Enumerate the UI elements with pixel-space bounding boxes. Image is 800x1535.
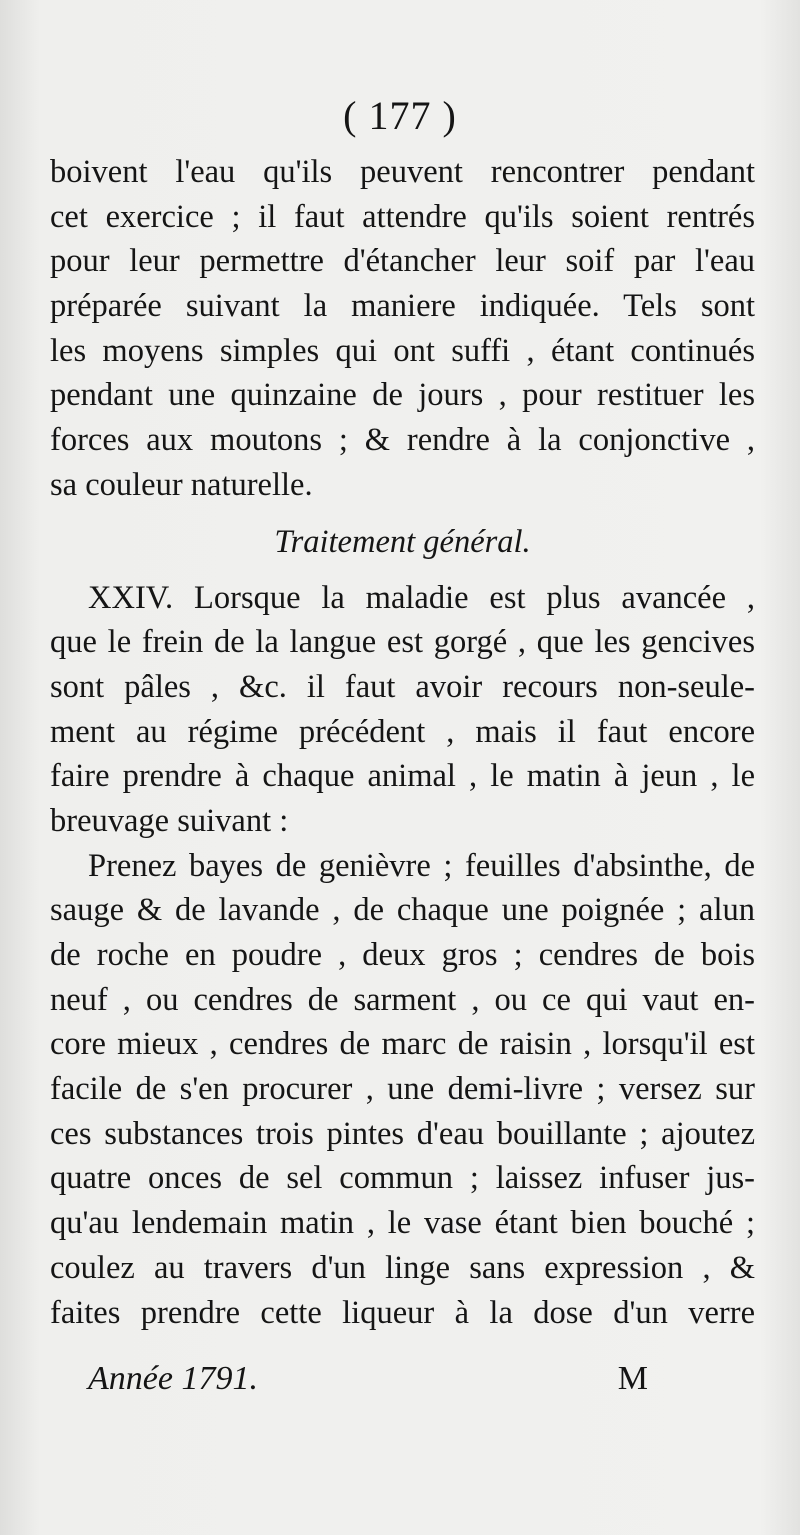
section-heading: Traitement général. [274,523,531,560]
text-line: boivent l'eau qu'ils peuvent rencontrer pendant [50,154,755,190]
text-line: XXIV. Lorsque la maladie est plus avancée , [88,579,755,616]
text-line: pour leur permettre d'étancher leur soif par l'eau [50,243,755,280]
text-line: cet exercice ; il faut attendre qu'ils soient rentrés [50,198,755,235]
text-line: de roche en poudre , deux gros ; cendres de bois [50,937,755,973]
text-line: sa couleur naturelle. [50,466,313,503]
text-line: pendant une quinzaine de jours , pour restituer les [50,377,755,414]
text-line: faire prendre à chaque animal , le matin à jeun , le [50,758,755,795]
text-line: ces substances trois pintes d'eau bouillante ; ajoutez [50,1115,755,1152]
text-line: qu'au lendemain matin , le vase étant bien bouché ; [50,1205,755,1242]
text-line: les moyens simples qui ont suffi , étant continués [50,332,755,369]
text-line: sauge & de lavande , de chaque une poignée ; alun [50,892,755,929]
text-line: facile de s'en procurer , une demi-livre ; versez sur [50,1071,755,1108]
page-body [50,150,755,1335]
signature-mark: M [617,1360,648,1397]
text-line: neuf , ou cendres de sarment , ou ce qui vaut en- [50,981,755,1018]
text-line: que le frein de la langue est gorgé , que les gencives [50,624,755,661]
text-line: core mieux , cendres de marc de raisin , lorsqu'il est [50,1026,755,1063]
text-line: faites prendre cette liqueur à la dose d'un verre [50,1294,755,1331]
text-line: forces aux moutons ; & rendre à la conjonctive , [50,422,755,459]
text-line: quatre onces de sel commun ; laissez infuser jus- [50,1160,755,1197]
footer-year: Année 1791. [88,1360,258,1397]
text-line: Prenez bayes de genièvre ; feuilles d'absinthe, de [88,847,755,884]
page-number: ( 177 ) [343,93,457,138]
text-line: breuvage suivant : [50,802,289,839]
text-line: préparée suivant la maniere indiquée. Tels sont [50,288,755,325]
text-line: sont pâles , &c. il faut avoir recours non-seule- [50,668,755,705]
text-line: ment au régime précédent , mais il faut encore [50,713,755,750]
page-footer [88,1360,648,1398]
text-line: coulez au travers d'un linge sans expression , & [50,1249,755,1286]
